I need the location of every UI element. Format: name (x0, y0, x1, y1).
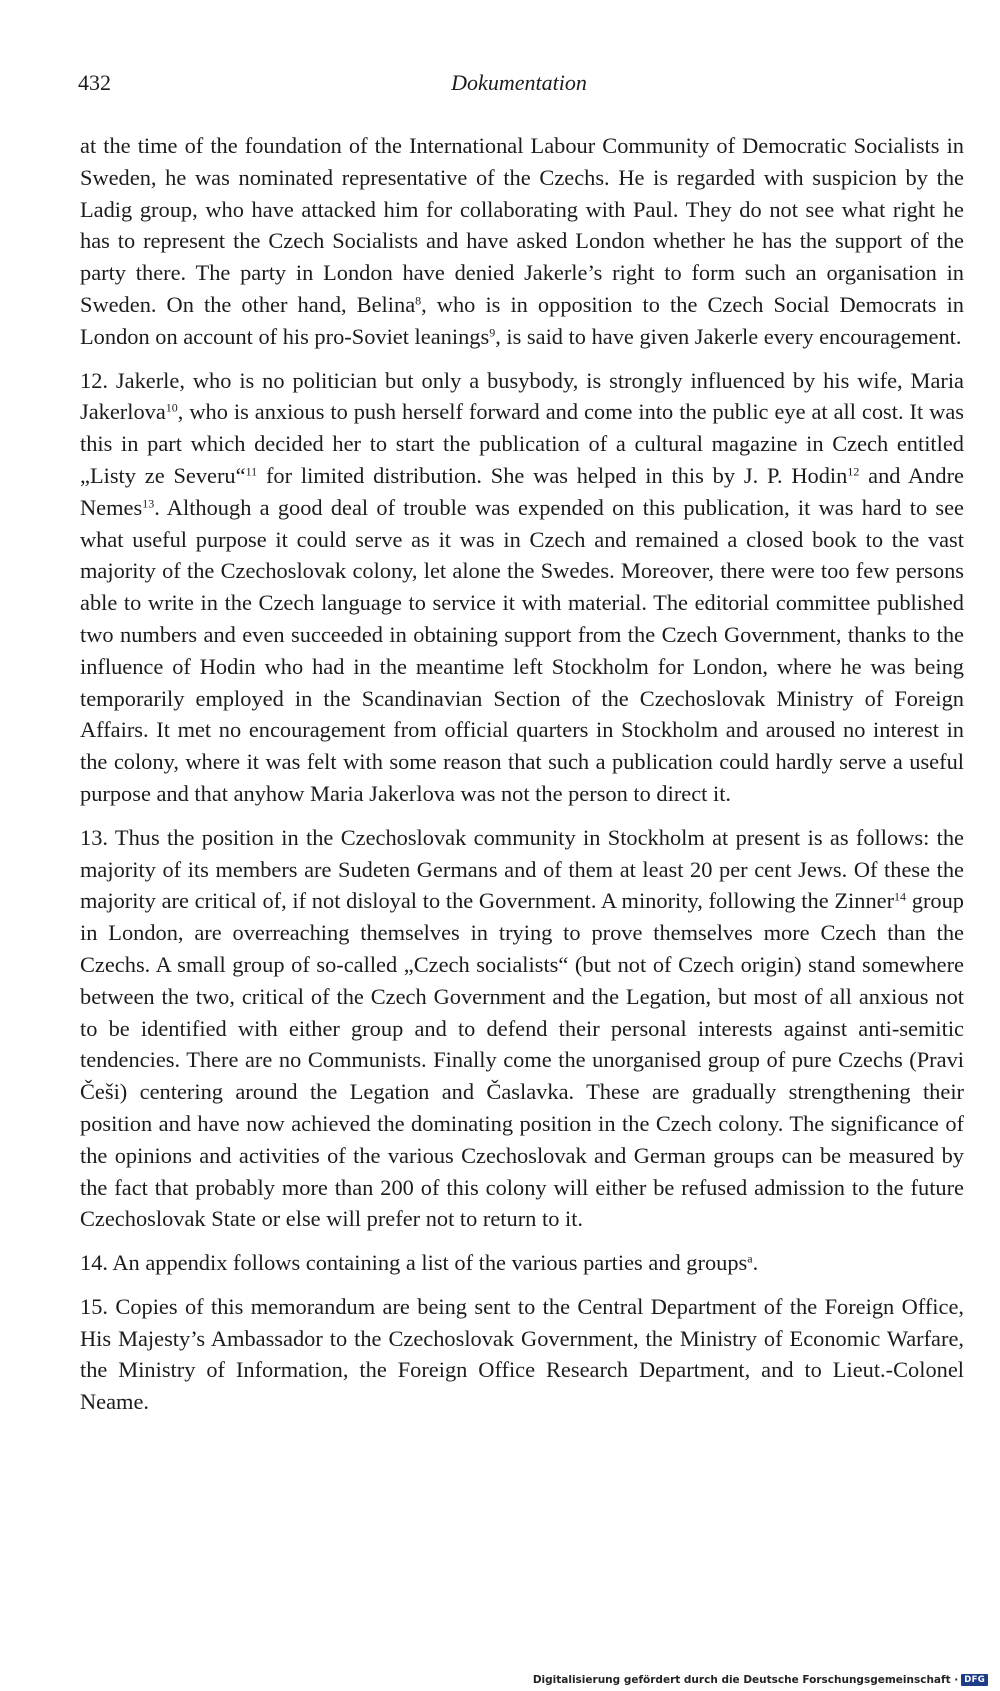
footnote-marker: 10 (165, 400, 178, 415)
paragraph-text: , who is in opposition to the Czech Social Democrats in London on account of his pro-Soviet leanings (80, 291, 964, 349)
paragraph-text: . Although a good deal of trouble was expended on this publication, it was hard to see what useful purpose it could serve as it was in Czech and remained a closed book to the vast majority of the Czechoslovak colony, let alone the Swedes. Moreover, there were too few persons able to write in the Czech language to service it with material. The editorial committee published two numbers and even succeeded in obtaining support from the Czech Government, thanks to the influence of Hodin who had in the meantime left Stockholm for London, where he was being temporarily employed in the Scandinavian Section of the Czechoslovak Ministry of Foreign Affairs. It met no encouragement from official quarters in Stockholm and aroused no interest in the colony, where it was felt with some reason that such a publication could hardly serve a useful purpose and that anyhow Maria Jakerlova was not the person to direct it. (80, 494, 964, 806)
footnote-marker: 12 (847, 464, 860, 479)
credit-text: Digitalisierung gefördert durch die Deutsche Forschungsgemeinschaft · (532, 1674, 959, 1686)
paragraph (80, 365, 964, 810)
paragraph (80, 1291, 964, 1418)
paragraph (80, 822, 964, 1235)
paragraph-text: 14. An appendix follows containing a list of the various parties and groups (80, 1250, 748, 1276)
paragraph-text: , who is anxious to push herself forward and come into the public eye at all cost. It was this in part which decided her to start the publication of a cultural magazine in Czech entitled „Listy ze Severu“ (80, 399, 964, 488)
footnote-marker: 8 (415, 293, 422, 308)
paragraph-text: at the time of the foundation of the International Labour Community of Democratic Socialists in Sweden, he was nominated representative of the Czechs. He is regarded with suspicion by the Ladig group, who have attacked him for collaborating with Paul. They do not see what right he has to represent the Czech Socialists and have asked London whether he has the support of the party there. The party in London have denied Jakerle’s right to form such an organisation in Sweden. On the other hand, Belina (80, 133, 964, 317)
paragraph-text: , is said to have given Jakerle every encouragement. (495, 323, 962, 349)
paragraph (80, 130, 964, 353)
footnote-marker: 9 (489, 325, 496, 340)
paragraph-text: for limited distribution. She was helped in this by J. P. Hodin (257, 462, 848, 488)
dfg-logo: DFG (961, 1674, 988, 1686)
page-number: 432 (78, 70, 111, 95)
paragraph-text: 15. Copies of this memorandum are being sent to the Central Department of the Foreign Office, His Majesty’s Ambassador to the Czechoslovak Government, the Ministry of Economic Warfare, the Ministry of Information, the Foreign Office Research Department, and to Lieut.-Colonel Neame. (80, 1293, 964, 1415)
paragraph-text: 12. Jakerle, who is no politician but only a busybody, is strongly influenced by his wife, Maria Jakerlova (80, 367, 964, 425)
footnote-marker: a (747, 1251, 753, 1266)
paragraph-text: and Andre Nemes (80, 462, 964, 520)
paragraph-text: group in London, are overreaching themselves in trying to prove themselves more Czech than the Czechs. A small group of so-called „Czech socialists“ (but not of Czech origin) stand somewhere between the two, critical of the Czech Government and the Legation, but most of all anxious not to be identified with either group and to defend their personal interests against anti-semitic tendencies. There are no Communists. Finally come the unorganised group of pure Czechs (Pravi Češi) centering around the Legation and Časlavka. These are gradually strengthening their position and have now achieved the dominating position in the Czech colony. The significance of the opinions and activities of the various Czechoslovak and German groups can be measured by the fact that probably more than 200 of this colony will either be refused admission to the future Czechoslovak State or else will prefer not to return to it. (80, 888, 964, 1232)
section-title: Dokumentation (451, 70, 587, 95)
footnote-marker: 13 (142, 496, 155, 511)
paragraph-text: . (752, 1250, 759, 1276)
running-header (78, 70, 960, 104)
footnote-marker: 14 (894, 889, 907, 904)
paragraph (80, 1247, 964, 1279)
digitization-credit (533, 1674, 988, 1686)
body-text (80, 130, 964, 1430)
footnote-marker: 11 (245, 464, 258, 479)
paragraph-text: 13. Thus the position in the Czechoslovak community in Stockholm at present is as follows: the majority of its members are Sudeten Germans and of them at least 20 per cent Jews. Of these the majority are critical of, if not disloyal to the Government. A minority, following the Zinner (80, 824, 964, 914)
